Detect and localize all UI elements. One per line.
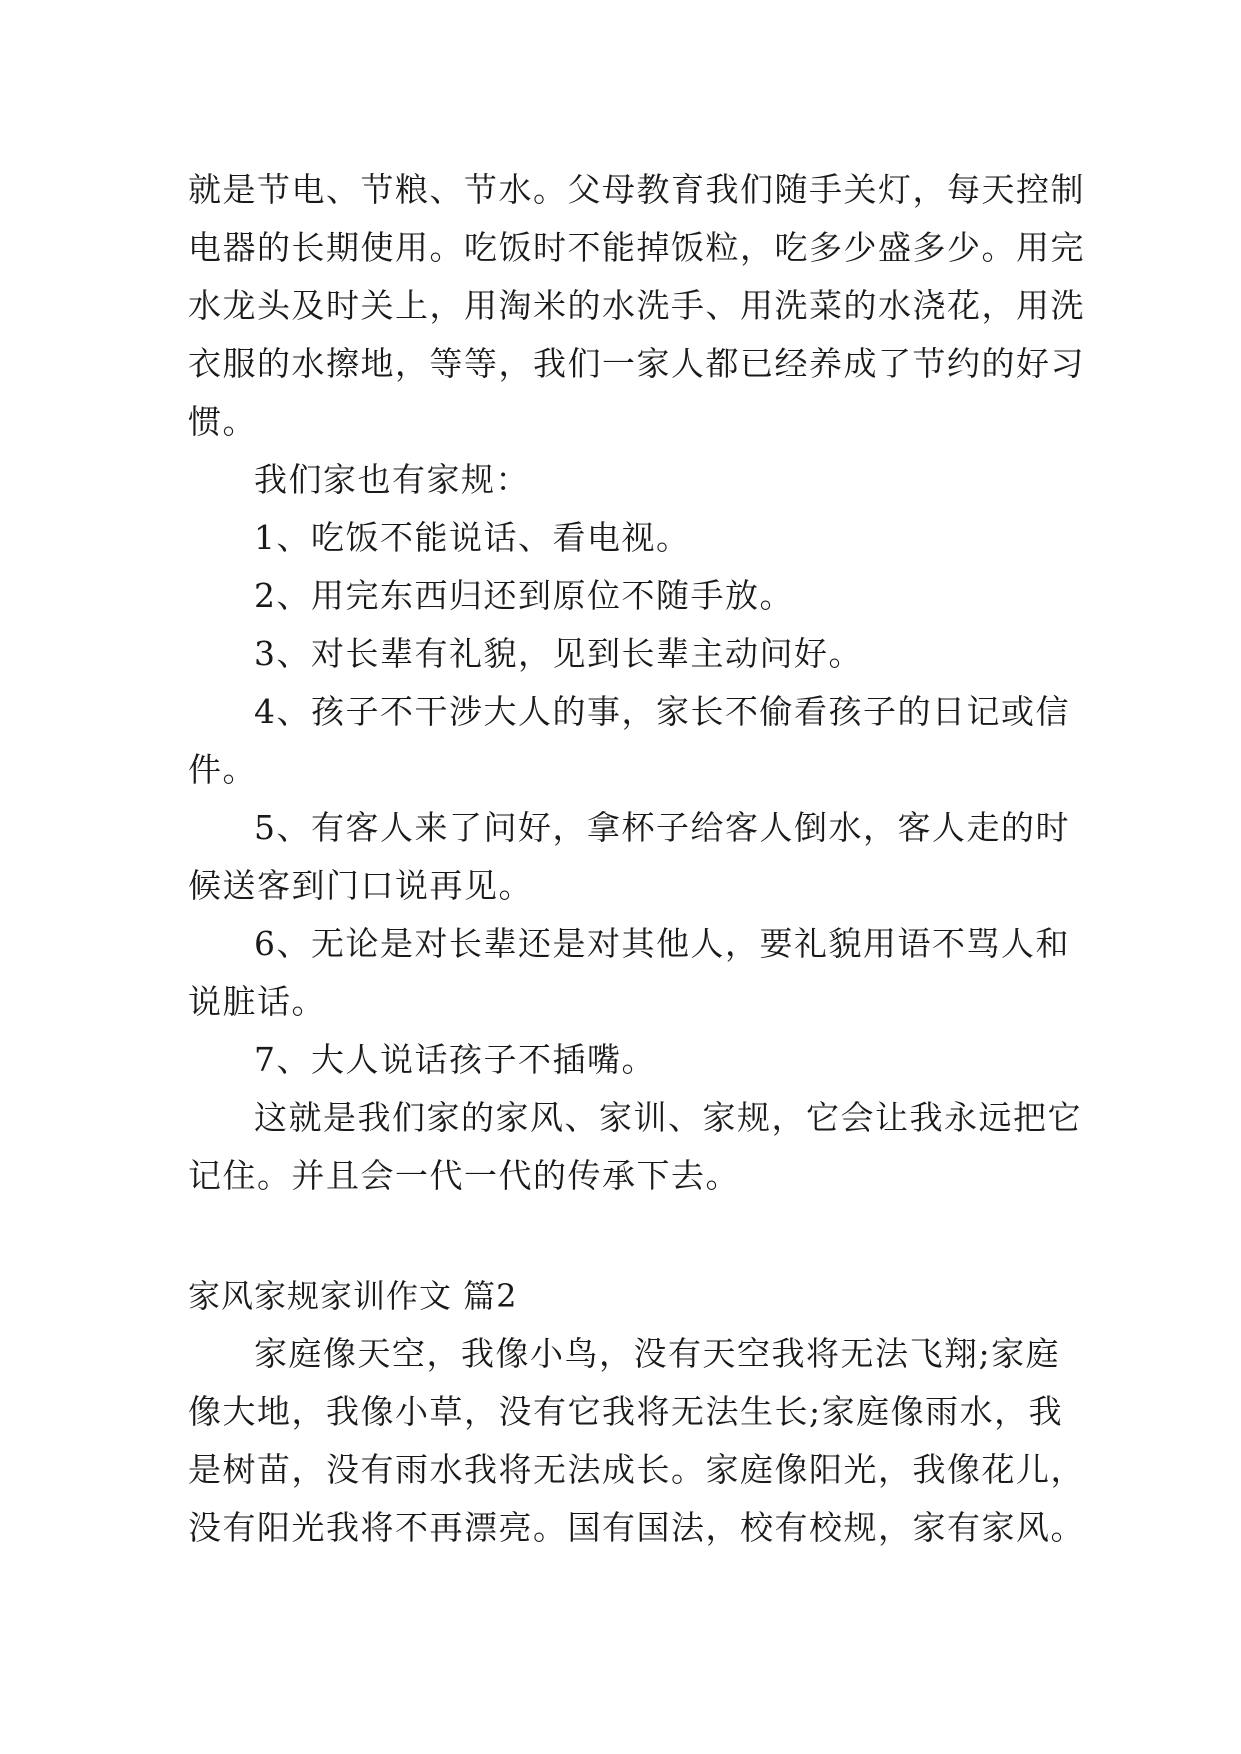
rule-item-7: 7、大人说话孩子不插嘴。	[254, 1040, 656, 1079]
rule-item-4: 4、孩子不干涉大人的事，家长不偷看孩子的日记或信件。	[188, 692, 1070, 789]
rule-item-2: 2、用完东西归还到原位不随手放。	[254, 576, 794, 615]
section-title: 家风家规家训作文 篇2	[188, 1277, 518, 1315]
paragraph-conclusion: 这就是我们家的家风、家训、家规，它会让我永远把它记住。并且会一代一代的传承下去。	[188, 1098, 1082, 1195]
rule-item-5: 5、有客人来了问好，拿杯子给客人倒水，客人走的时候送客到门口说再见。	[188, 808, 1070, 905]
rule-item-1: 1、吃饭不能说话、看电视。	[254, 518, 691, 557]
paragraph-family-rules-intro: 我们家也有家规：	[254, 460, 530, 499]
paragraph-continuation: 就是节电、节粮、节水。父母教育我们随手关灯，每天控制电器的长期使用。吃饭时不能掉饭粒，吃多少盛多少。用完水龙头及时关上，用淘米的水洗手、用洗菜的水浇花，用洗衣服的水擦地，等等，我们一家人都已经养成了节约的好习惯。	[188, 170, 1085, 441]
rule-item-6: 6、无论是对长辈还是对其他人，要礼貌用语不骂人和说脏话。	[188, 924, 1070, 1021]
rule-item-3: 3、对长辈有礼貌，见到长辈主动问好。	[254, 634, 863, 673]
document-body	[188, 161, 1088, 1557]
section-paragraph-1: 家庭像天空，我像小鸟，没有天空我将无法飞翔;家庭像大地，我像小草，没有它我将无法生长;家庭像雨水，我是树苗，没有雨水我将无法成长。家庭像阳光，我像花儿，没有阳光我将不再漂亮。国有国法，校有校规，家有家风。	[188, 1334, 1085, 1547]
